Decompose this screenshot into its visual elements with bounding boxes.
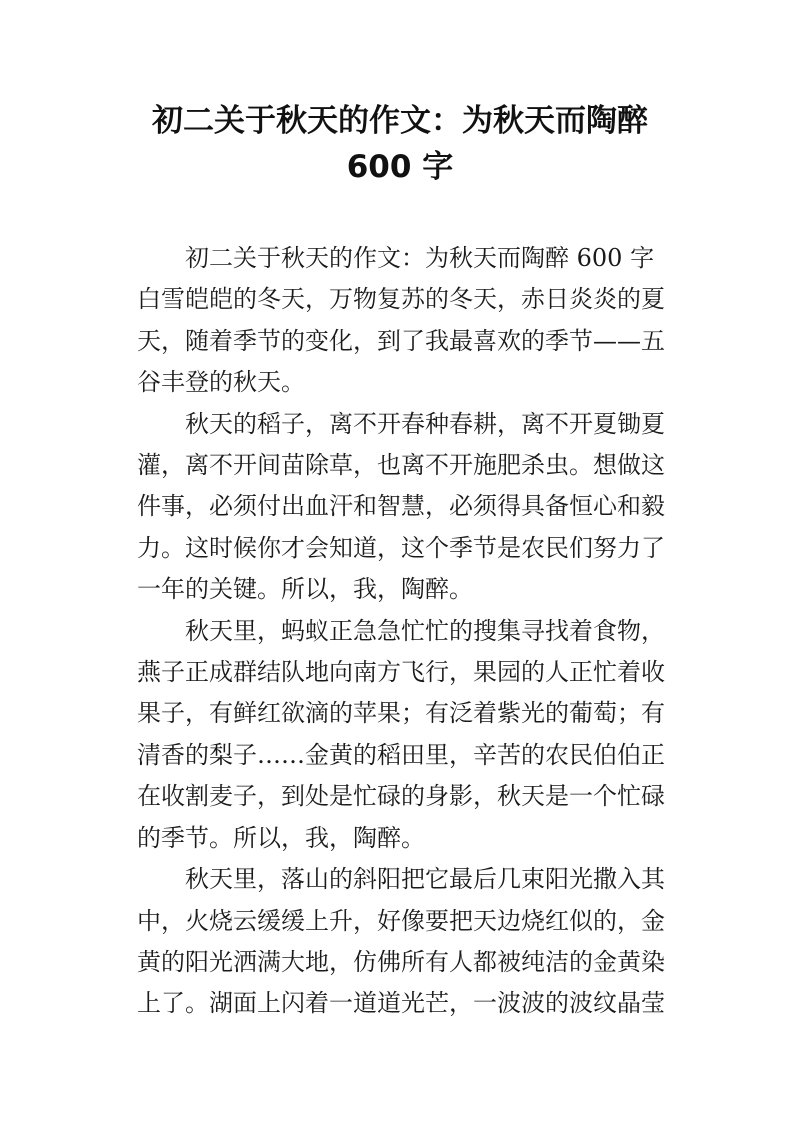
paragraph-busy: 秋天里，蚂蚁正急急忙忙的搜集寻找着食物，燕子正成群结队地向南方飞行，果园的人正忙着收果子，有鲜红欲滴的苹果；有泛着紫光的葡萄；有清香的梨子……金黄的稻田里，辛苦的农民伯伯正在收割麦子，到处是忙碌的身影，秋天是一个忙碌的季节。所以，我，陶醉。	[137, 616, 665, 852]
title-line-1: 初二关于秋天的作文：为秋天而陶醉	[152, 103, 648, 139]
title-line-2: 600 字	[346, 149, 454, 185]
document-title	[100, 98, 700, 190]
paragraph-rice: 秋天的稻子，离不开春种春耕，离不开夏锄夏灌，离不开间苗除草，也离不开施肥杀虫。想做这件事，必须付出血汗和智慧，必须得具备恒心和毅力。这时候你才会知道，这个季节是农民们努力了一年的关键。所以，我，陶醉。	[137, 409, 665, 604]
document-body	[137, 238, 665, 1025]
paragraph-heading: 初二关于秋天的作文：为秋天而陶醉 600 字	[185, 244, 655, 272]
paragraph-sunset: 秋天里，落山的斜阳把它最后几束阳光撒入其中，火烧云缓缓上升，好像要把天边烧红似的，金黄的阳光洒满大地，仿佛所有人都被纯洁的金黄染上了。湖面上闪着一道道光芒，一波波的波纹晶莹	[137, 865, 665, 1018]
paragraph-intro: 白雪皑皑的冬天，万物复苏的冬天，赤日炎炎的夏天，随着季节的变化，到了我最喜欢的季节——五谷丰登的秋天。	[137, 285, 665, 397]
